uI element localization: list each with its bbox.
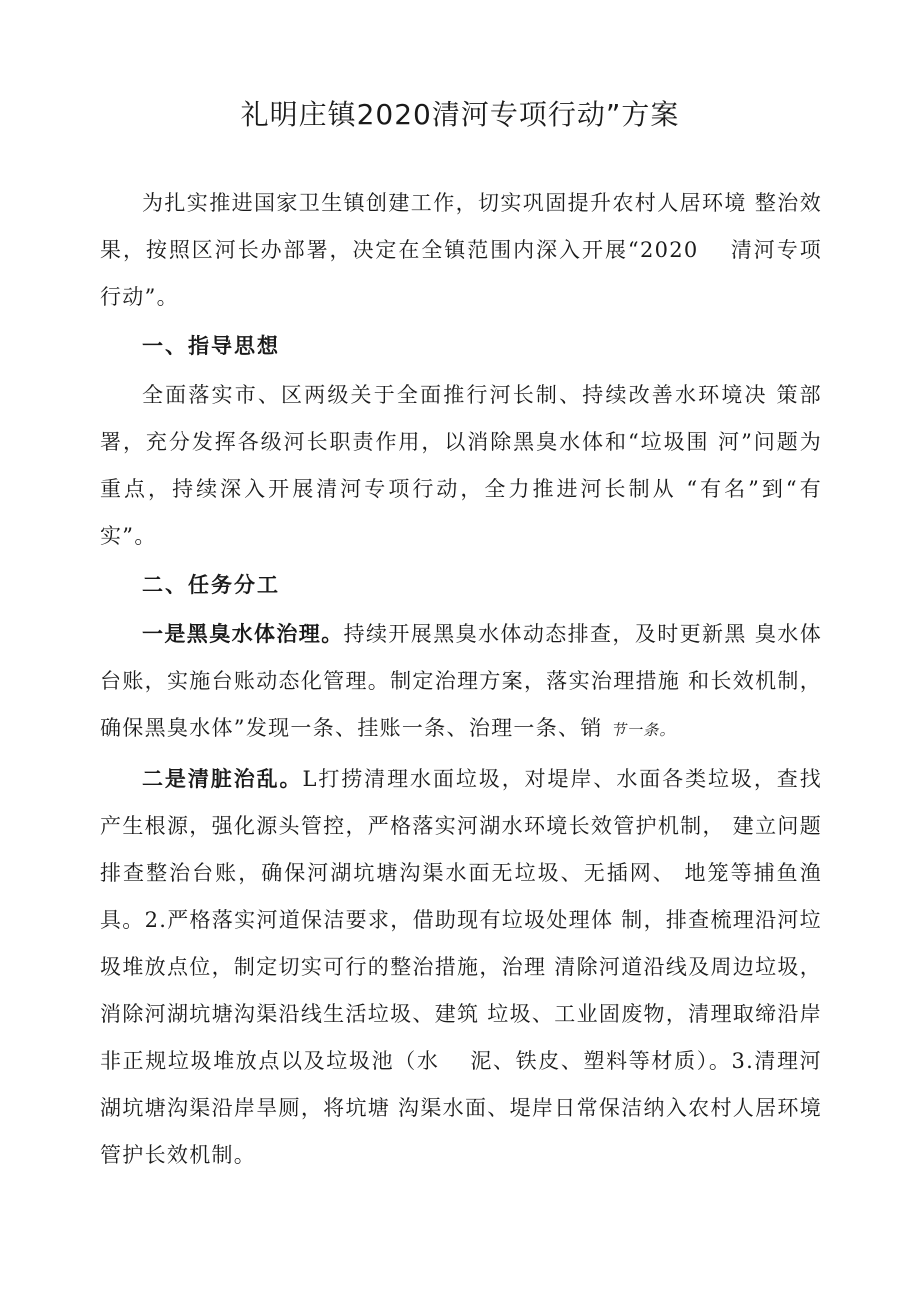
task-black-odorous-water-lead: 一是黑臭水体治理。 [142, 622, 344, 646]
task-black-odorous-water-text: 持续开展黑臭水体动态排查，及时更新黑 臭水体台账，实施台账动态化管理。制定治理方案，落实治理措施 和长效机制，确保黑臭水体”发现一条、挂账一条、治理一条、销 [100, 622, 822, 740]
section-heading-guiding-ideology: 一、指导思想 [142, 334, 280, 358]
task-clean-up-paragraph [100, 756, 822, 1179]
intro-paragraph: 为扎实推进国家卫生镇创建工作，切实巩固提升农村人居环境 整治效果，按照区河长办部署，决定在全镇范围内深入开展“2020 清河专项行动”。 [100, 191, 822, 309]
document-title: 礼明庄镇2020清河专项行动”方案 [240, 98, 680, 131]
section-heading-task-division: 二、任务分工 [142, 573, 280, 597]
guiding-ideology-paragraph: 全面落实市、区两级关于全面推行河长制、持续改善水环境决 策部署，充分发挥各级河长职责作用，以消除黑臭水体和“垃圾围 河”问题为重点，持续深入开展清河专项行动，全力推进河长制从 “有名”到“有实”。 [100, 383, 822, 548]
task-black-odorous-water-tail: 节一条。 [610, 721, 676, 739]
task-clean-up-lead: 二是清脏治乱。 [142, 767, 303, 791]
document-body [100, 180, 822, 1181]
task-clean-up-text: L打捞清理水面垃圾，对堤岸、水面各类垃圾，查找产生根源，强化源头管控，严格落实河湖水环境长效管护机制， 建立问题排查整治台账，确保河湖坑塘沟渠水面无垃圾、无插网、 地笼等捕鱼渔具。2.严格落实河道保洁要求，借助现有垃圾处理体 制，排查梳理沿河垃圾堆放点位，制定切实可行的整治措施，治理 清除河道沿线及周边垃圾，消除河湖坑塘沟渠沿线生活垃圾、建筑 垃圾、工业固废物，清理取缔沿岸非正规垃圾堆放点以及垃圾池（水 泥、铁皮、塑料等材质）。3.清理河湖坑塘沟渠沿岸旱厕，将坑塘 沟渠水面、堤岸日常保洁纳入农村人居环境管护长效机制。 [100, 767, 823, 1167]
task-black-odorous-water-paragraph [100, 611, 822, 754]
